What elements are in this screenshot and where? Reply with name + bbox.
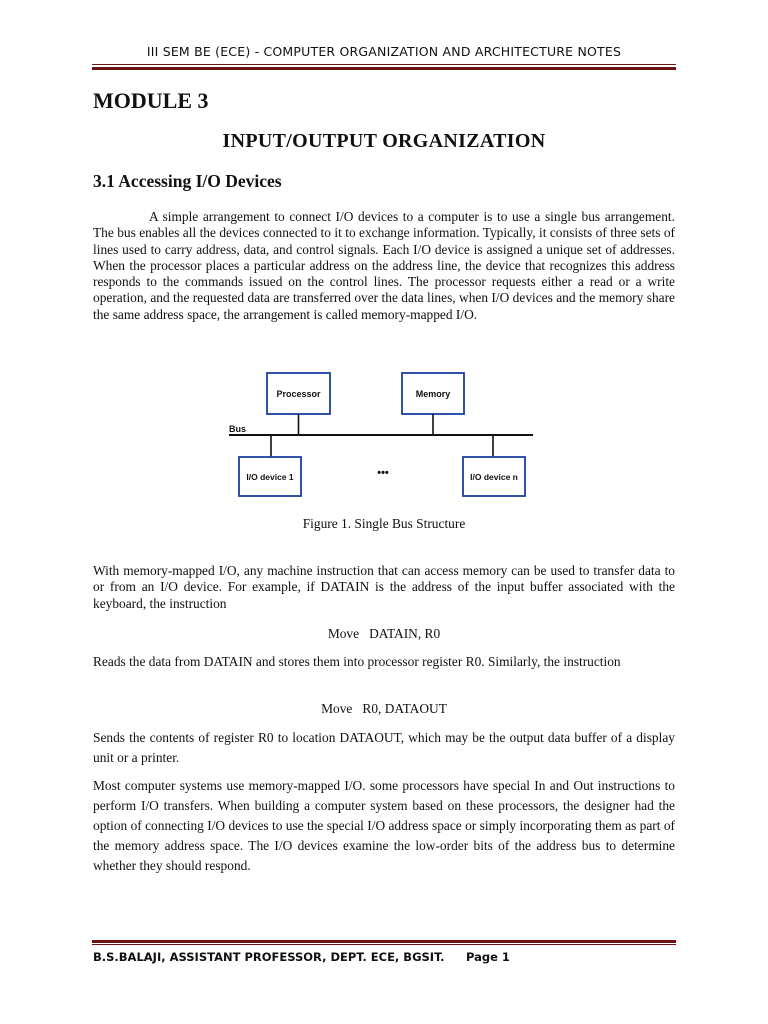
memory-label: Memory — [415, 389, 451, 399]
paragraph-reads: Reads the data from DATAIN and stores them into processor register R0. Similarly, the instruction — [93, 654, 621, 669]
ellipsis: ••• — [377, 467, 389, 479]
section-heading: 3.1 Accessing I/O Devices — [93, 171, 282, 191]
io-device-1-label: I/O device 1 — [246, 472, 294, 482]
paragraph-memory-mapped: With memory-mapped I/O, any machine instruction that can access memory can be used to transfer data to or from an I/O device. For example, if DATAIN is the address of the input buffer associated with the keyboard, the instruction — [93, 563, 675, 611]
page-number: Page 1 — [466, 950, 510, 964]
instruction-move-dataout: Move R0, DATAOUT — [321, 701, 447, 716]
bus-label: Bus — [229, 424, 247, 434]
footer-rule-thick — [92, 940, 676, 943]
page-header: III SEM BE (ECE) - COMPUTER ORGANIZATION AND ARCHITECTURE NOTES — [146, 44, 622, 59]
paragraph-intro: A simple arrangement to connect I/O devices to a computer is to use a single bus arrangement. The bus enables all the devices connected to it to exchange information. Typically, it consists of three sets of lines used to carry address, data, and control signals. Each I/O device is assigned a unique set of addresses. When the processor places a particular address on the address line, the device that recognizes this address responds to the commands issued on the control lines. The processor requests either a read or a write operation, and the requested data are transferred over the data lines, when I/O devices and the memory share the same address space, the arrangement is called memory-mapped I/O. — [93, 209, 675, 322]
figure-caption: Figure 1. Single Bus Structure — [302, 516, 466, 531]
header-rule-thick — [92, 67, 676, 70]
paragraph-io-space: Most computer systems use memory-mapped I/O. some processors have special In and Out instructions to perform I/O transfers. When building a computer system based on these processors, the designer had the option of connecting I/O devices to use the special I/O address space or simply incorporating them as part of the memory address space. The I/O devices examine the low-order bits of the address bus to determine whether they should respond. — [93, 778, 675, 873]
footer-author: B.S.BALAJI, ASSISTANT PROFESSOR, DEPT. ECE, BGSIT. — [93, 950, 445, 964]
footer-rule — [92, 944, 676, 945]
single-bus-diagram — [225, 370, 545, 500]
instruction-move-datain: Move DATAIN, R0 — [327, 626, 441, 641]
paragraph-sends: Sends the contents of register R0 to location DATAOUT, which may be the output data buffer of a display unit or a printer. — [93, 730, 675, 765]
header-rule — [92, 64, 676, 65]
processor-label: Processor — [276, 389, 321, 399]
chapter-title: INPUT/OUTPUT ORGANIZATION — [222, 130, 546, 152]
io-device-n-label: I/O device n — [470, 472, 518, 482]
module-heading: MODULE 3 — [93, 88, 209, 113]
